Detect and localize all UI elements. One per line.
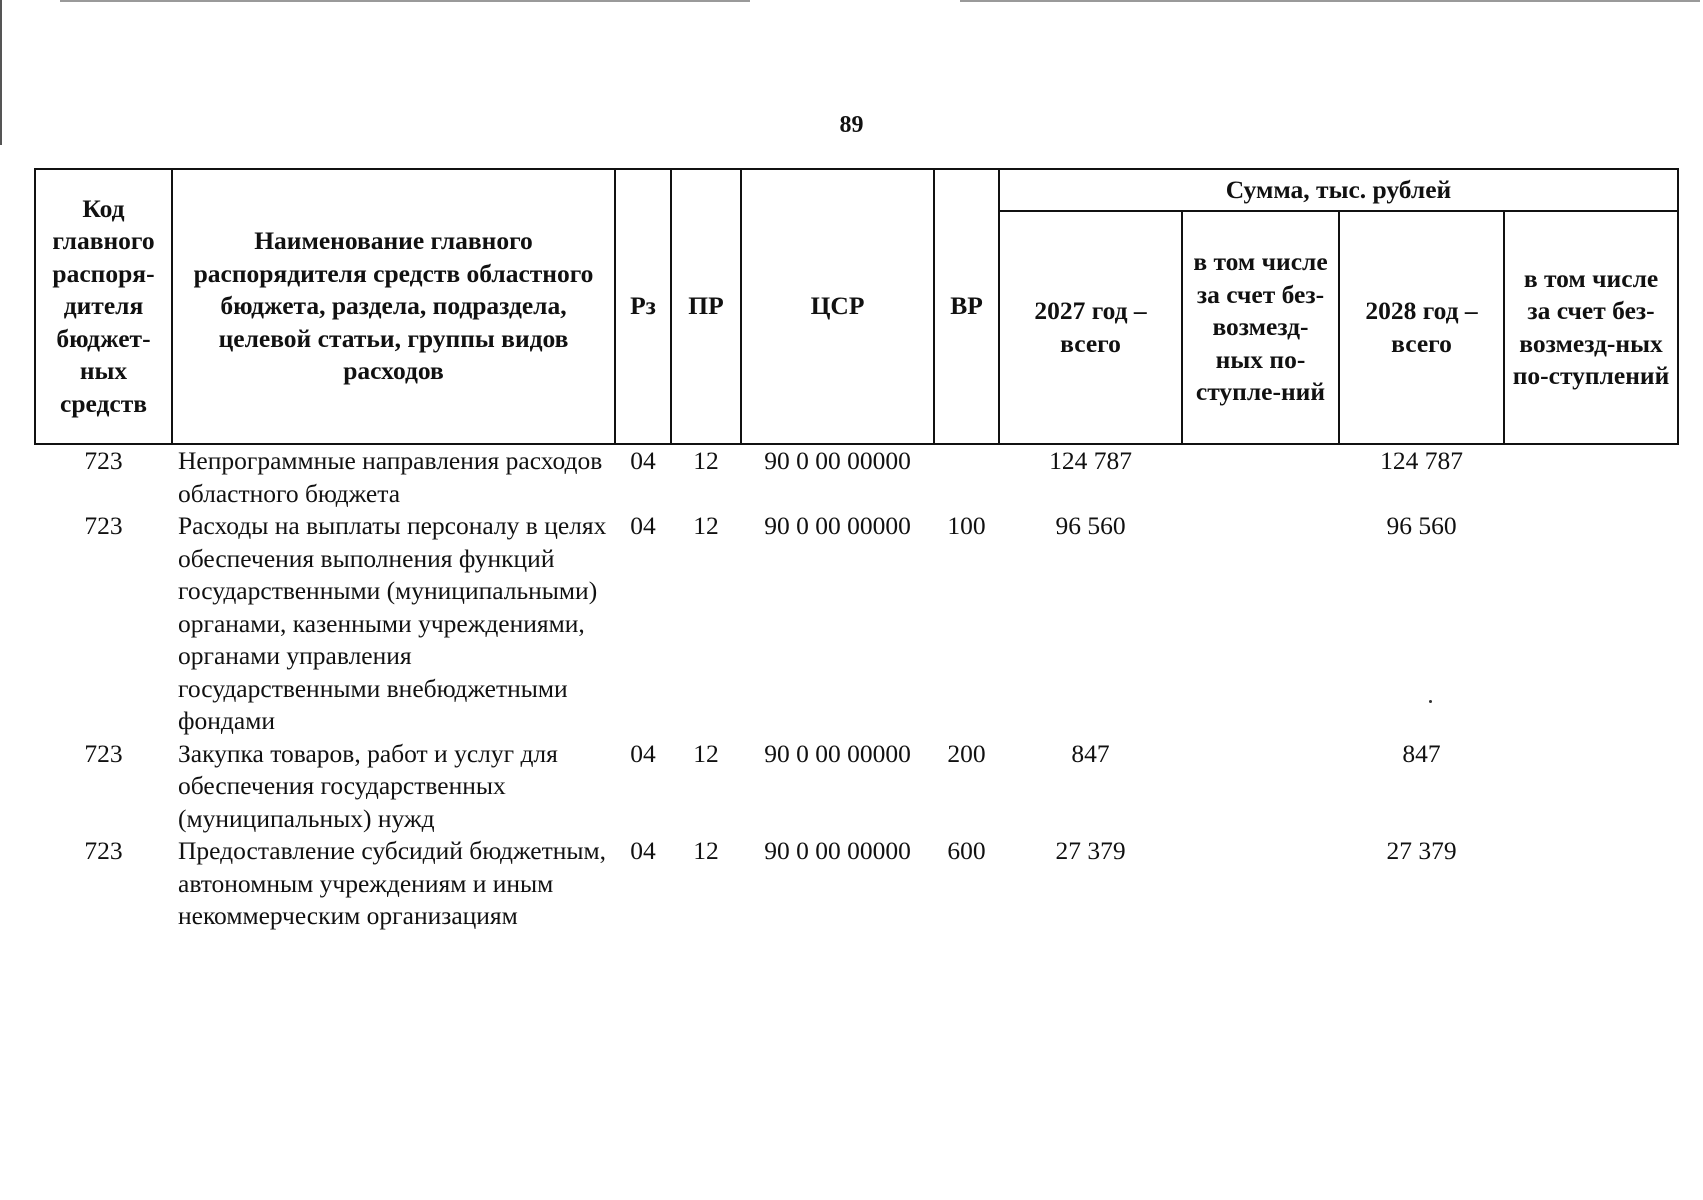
cell-2027-total: 124 787: [1049, 446, 1132, 475]
table-body: [35, 444, 1678, 933]
cell-pr: 12: [693, 738, 719, 768]
header-2028-total: 2028 год – всего: [1339, 211, 1504, 444]
cell-code: 723: [84, 511, 123, 540]
cell-2027-grants: [1182, 510, 1339, 738]
cell-rz: 04: [630, 446, 656, 475]
cell-csr: 90 0 00 00000: [764, 511, 911, 540]
header-code: Код главного распоря-дителя бюджет-ных средств: [35, 169, 172, 444]
cell-csr: 90 0 00 00000: [764, 738, 911, 768]
cell-2027-grants: [1182, 835, 1339, 933]
cell-vr: 200: [947, 738, 986, 768]
table-row: [35, 510, 1678, 738]
table-header: [35, 169, 1678, 444]
header-2028-grants: в том числе за счет без-возмезд-ных по-ступлений: [1504, 211, 1678, 444]
header-name: Наименование главного распорядителя средств областного бюджета, раздела, подраздела, целевой статьи, группы видов расходов: [172, 169, 615, 444]
cell-name: Закупка товаров, работ и услуг для обеспечения государственных (муниципальных) нужд: [178, 738, 558, 833]
cell-name: Предоставление субсидий бюджетным, автономным учреждениям и иным некоммерческим организациям: [178, 836, 607, 930]
cell-2028-total: 847: [1402, 738, 1441, 768]
header-pr: ПР: [671, 169, 741, 444]
budget-table: [34, 168, 1679, 933]
cell-rz: 04: [630, 836, 656, 865]
header-2027-grants: в том числе за счет без-возмезд-ных по-ступле-ний: [1182, 211, 1339, 444]
cell-2027-grants: [1182, 738, 1339, 836]
table-row: [35, 835, 1678, 933]
cell-csr: 90 0 00 00000: [764, 446, 911, 475]
cell-2028-grants: [1504, 835, 1678, 933]
header-2027-total: 2027 год – всего: [999, 211, 1182, 444]
cell-vr: 600: [947, 836, 986, 865]
cell-name: Непрограммные направления расходов областного бюджета: [178, 446, 603, 508]
scan-edge-top-left: [60, 0, 750, 2]
cell-2028-grants: [1504, 738, 1678, 836]
cell-rz: 04: [630, 511, 656, 540]
cell-2028-total: 124 787: [1380, 446, 1463, 475]
header-rz: Рз: [615, 169, 671, 444]
cell-code: 723: [84, 738, 123, 768]
cell-2028-total: 27 379: [1386, 836, 1457, 865]
cell-pr: 12: [693, 446, 719, 475]
cell-2028-grants: [1504, 510, 1678, 738]
cell-pr: 12: [693, 511, 719, 540]
scan-speck: [1429, 700, 1432, 703]
cell-2027-total: 96 560: [1055, 511, 1126, 540]
cell-csr: 90 0 00 00000: [764, 836, 911, 865]
header-sum-group: Сумма, тыс. рублей: [999, 169, 1678, 211]
cell-rz: 04: [630, 738, 656, 768]
scan-edge-top-right: [960, 0, 1700, 2]
header-csr: ЦСР: [741, 169, 934, 444]
cell-name: Расходы на выплаты персоналу в целях обеспечения выполнения функций государственными (муниципальными) органами, казенными учреждениями, органами управления государственными внебюджетными фондами: [178, 511, 607, 735]
cell-2027-total: 27 379: [1055, 836, 1126, 865]
cell-2027-grants: [1182, 444, 1339, 510]
header-vr: ВР: [934, 169, 999, 444]
cell-pr: 12: [693, 836, 719, 865]
cell-vr: 100: [947, 511, 986, 540]
table-row: [35, 444, 1678, 510]
table-row: [35, 738, 1678, 836]
cell-code: 723: [84, 446, 123, 475]
cell-code: 723: [84, 836, 123, 865]
cell-2027-total: 847: [1071, 738, 1110, 768]
page-number: 89: [839, 112, 864, 138]
cell-vr: [934, 444, 999, 510]
cell-2028-grants: [1504, 444, 1678, 510]
cell-2028-total: 96 560: [1386, 511, 1457, 540]
